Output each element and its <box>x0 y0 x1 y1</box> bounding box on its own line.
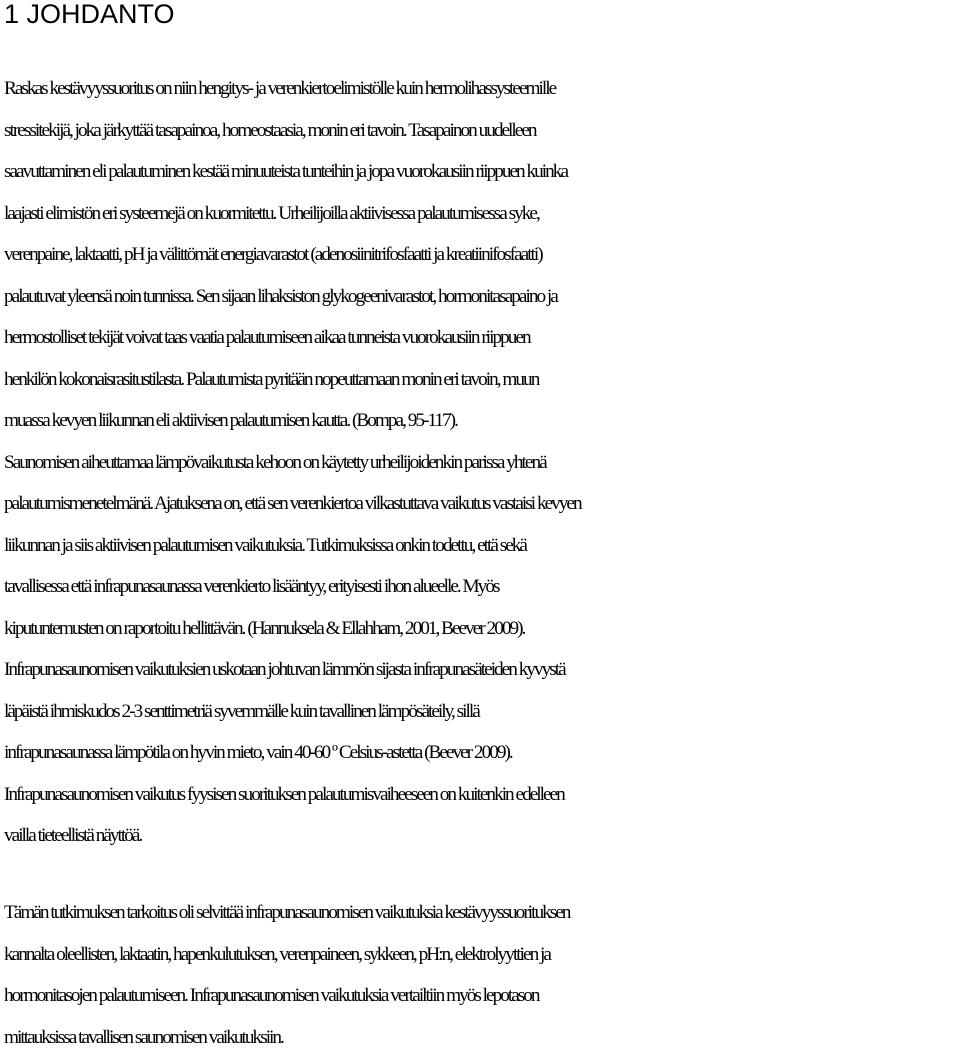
section-heading: 1 JOHDANTO <box>4 0 175 34</box>
text-line: Infrapunasaunomisen vaikutus fyysisen suorituksen palautumisvaiheeseen on kuitenkin edelleen <box>4 774 960 816</box>
text-line: verenpaine, laktaatti, pH ja välittömät energiavarastot (adenosiinitrifosfaatti ja kreatiinifosfaatti) <box>4 234 960 276</box>
text-line: liikunnan ja siis aktiivisen palautumisen vaikutuksia. Tutkimuksissa onkin todettu, että sekä <box>4 525 960 567</box>
text-line: palautuvat yleensä noin tunnissa. Sen sijaan lihaksiston glykogeenivarastot, hormonitasapaino ja <box>4 276 960 318</box>
text-line: kiputuntemusten on raportoitu hellittävän. (Hannuksela & Ellahham, 2001, Beever 2009). <box>4 608 960 650</box>
text-line: henkilön kokonaisrasitustilasta. Palautumista pyritään nopeuttamaan monin eri tavoin, muun <box>4 359 960 401</box>
text-line: läpäistä ihmiskudos 2-3 senttimetriä syvemmälle kuin tavallinen lämpösäteily, sillä <box>4 691 960 733</box>
text-line: Saunomisen aiheuttamaa lämpövaikutusta kehoon on käytetty urheilijoidenkin parissa yhtenä <box>4 442 960 484</box>
text-line: Infrapunasaunomisen vaikutuksien uskotaan johtuvan lämmön sijasta infrapunasäteiden kyvystä <box>4 649 960 691</box>
text-line: vailla tieteellistä näyttöä. <box>4 815 960 857</box>
text-line: laajasti elimistön eri systeemejä on kuormitettu. Urheilijoilla aktiivisessa palautumisessa syke, <box>4 193 960 235</box>
text-line: infrapunasaunassa lämpötila on hyvin mieto, vain 40-60 º Celsius-astetta (Beever 2009). <box>4 732 960 774</box>
text-line: hormonitasojen palautumiseen. Infrapunasaunomisen vaikutuksia vertailtiin myös lepotason <box>4 975 960 1017</box>
text-line: mittauksissa tavallisen saunomisen vaikutuksiin. <box>4 1017 960 1058</box>
text-line: palautumismenetelmänä. Ajatuksena on, että sen verenkiertoa vilkastuttava vaikutus vastaisi kevyen <box>4 483 960 525</box>
text-line: tavallisessa että infrapunasaunassa verenkierto lisääntyy, erityisesti ihon alueelle. Myös <box>4 566 960 608</box>
paragraph-introduction <box>4 68 960 857</box>
text-line: kannalta oleellisten, laktaatin, hapenkulutuksen, verenpaineen, sykkeen, pH:n, elektrolyyttien ja <box>4 934 960 976</box>
paragraph-study-aim <box>4 892 960 1058</box>
text-line: Raskas kestävyyssuoritus on niin hengitys- ja verenkiertoelimistölle kuin hermolihassysteemille <box>4 68 960 110</box>
text-line: saavuttaminen eli palautuminen kestää minuuteista tunteihin ja jopa vuorokausiin riippuen kuinka <box>4 151 960 193</box>
text-line: Tämän tutkimuksen tarkoitus oli selvittää infrapunasaunomisen vaikutuksia kestävyyssuorituksen <box>4 892 960 934</box>
text-line: muassa kevyen liikunnan eli aktiivisen palautumisen kautta. (Bompa, 95-117). <box>4 400 960 442</box>
text-line: stressitekijä, joka järkyttää tasapainoa, homeostaasia, monin eri tavoin. Tasapainon uudelleen <box>4 110 960 152</box>
text-line: hermostolliset tekijät voivat taas vaatia palautumiseen aikaa tunneista vuorokausiin riippuen <box>4 317 960 359</box>
